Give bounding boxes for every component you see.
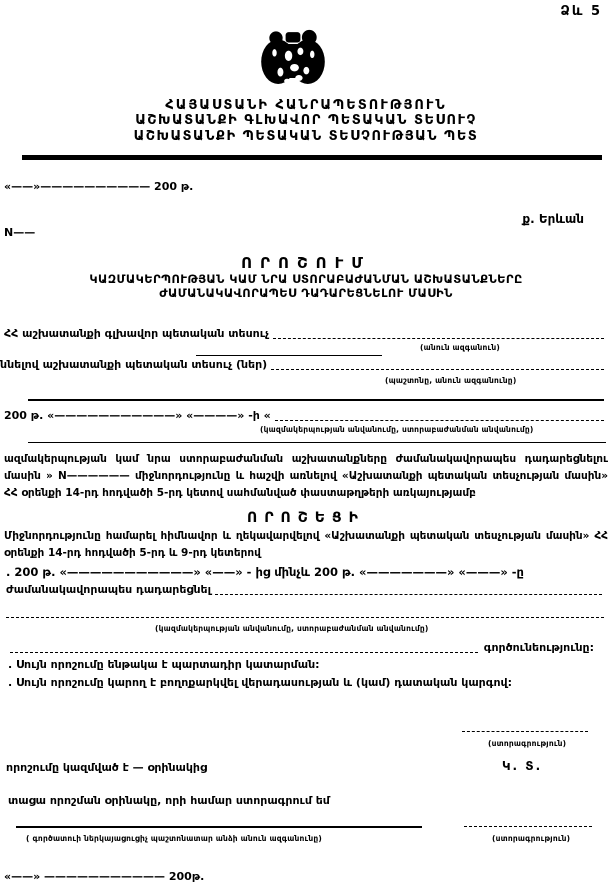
suspend-line [6,583,604,596]
org-name-blank [275,409,604,421]
ruling-paragraph: Միջնորդությունը համարել հիմնավոր և ղեկավարվելով «Աշխատանքի պետական տեսչության մասին» ՀՀ օրենքի 14-րդ հոդվածի 5-րդ և 9-րդ կետերով [4,530,608,559]
decision-title: ՈՐՈՇՈՒՄ [241,254,371,272]
coat-of-arms-icon [256,26,330,96]
clause-appeal: . Սույն որոշումը կարող է բողոքարկվել վերադասության և (կամ) դատական կարգով: [8,676,513,689]
suspend-label: ժամանակավորապես դադարեցնել [6,583,211,596]
letterhead-divider [22,155,602,160]
field-inspector [4,327,606,340]
letterhead-line-country: ՀԱՅԱՍՏԱՆԻ ՀԱՆՐԱՊԵՏՈՒԹՅՈՒՆ [165,98,447,113]
letterhead-line-inspectorate-head: ԱՇԽԱՏԱՆՔԻ ՊԵՏԱԿԱՆ ՏԵՍՉՈՒԹՅԱՆ ՊԵՏ [133,129,479,144]
clause-mandatory: . Սույն որոշումը ենթակա է պարտադիր կատարման: [8,658,320,671]
field-examined-hint: (պաշտոնը, անուն ազգանունը) [385,376,517,385]
section-divider-1 [28,399,604,401]
field-examined-label: ննելով աշխատանքի պետական տեսուչ (ներ) [0,358,268,371]
issue-date-blank: «——»—————————— 200 թ. [4,180,194,193]
org-fill-line [6,617,604,618]
seal-mark: Կ. Տ. [502,759,543,773]
signature-hint: (ստորագրություն) [488,739,567,748]
bottom-date-blank: «——» ——————————— 200թ. [4,870,205,883]
copies-line: որոշումը կազմված է — օրինակից [6,761,208,774]
activity-label: գործունեությունը: [483,641,594,654]
suspension-period-line: . 200 թ. «———————————» «——» - ից մինչև 200 թ. «———————» «———» -ը [6,565,524,579]
letterhead-line-chief-inspector: ԱՇԽԱՏԱՆՔԻ ԳԼԽԱՎՈՐ ՊԵՏԱԿԱՆ ՏԵՍՈՒՉ [135,113,477,128]
activity-line [6,641,594,654]
field-inspector-label: ՀՀ աշխատանքի գլխավոր պետական տեսուչ [4,327,270,340]
stray-line [196,355,382,356]
decision-subtitle-1: ԿԱԶՄԱԿԵՐՊՈՒԹՅԱՆ ԿԱՄ ՆՐԱ ՍՏՈՐԱԲԱԺԱՆՄԱՆ ԱՇԽԱՏԱՆՔՆԵՐԸ [89,272,523,286]
field-inspector-hint: (անուն ազգանուն) [420,343,500,352]
signature-hint-2: (ստորագրություն) [492,834,571,843]
activity-blank [10,641,478,653]
received-line: տացա որոշման օրինակը, որի համար ստորագրում եմ [8,794,330,807]
field-examined-blank [271,358,604,370]
suspend-org-blank [215,583,602,595]
decision-subtitle-2: ԺԱՄԱՆԱԿԱՎՈՐԱՊԵՍ ԴԱԴԱՐԵՑՆԵԼՈՒ ՄԱՍԻՆ [159,286,453,300]
org-name-hint: (կազմակերպության անվանումը, ստորաբաժանման անվանումը) [260,425,534,434]
city-label: ք. Երևան [522,212,584,226]
section-divider-2 [28,442,606,443]
org-date-line [4,409,606,422]
employer-position-hint: ( գործատուի ներկայացուցիչ պաշտոնատար անձի անուն ազգանունը) [26,834,322,843]
signature-line [462,731,588,732]
form-number-label: Ձև 5 [560,4,602,19]
org-name-hint-2: (կազմակերպության անվանումը, ստորաբաժանման անվանումը) [155,624,429,633]
decided-heading: ՈՐՈՇԵՑԻ [247,510,365,526]
org-date-text: 200 թ. «———————————» «————» -ի « [4,409,271,422]
petition-paragraph: ազմակերպության կամ նրա ստորաբաժանման աշխատանքները ժամանակավորապես դադարեցնելու մասին » N—————— միջնորդությունը և հաշվի առնելով «Աշխատանքի պետական տեսչության մասին» ՀՀ օրենքի 14-րդ հոդվածի 5-րդ կետով սահմանված փաստաթղթերի առկայությամբ [4,453,608,499]
field-inspector-blank [273,327,604,339]
employer-signature-line [16,826,422,828]
signature-line-2 [464,826,592,827]
field-examined [0,358,606,371]
decision-number-blank: N—— [4,226,36,239]
